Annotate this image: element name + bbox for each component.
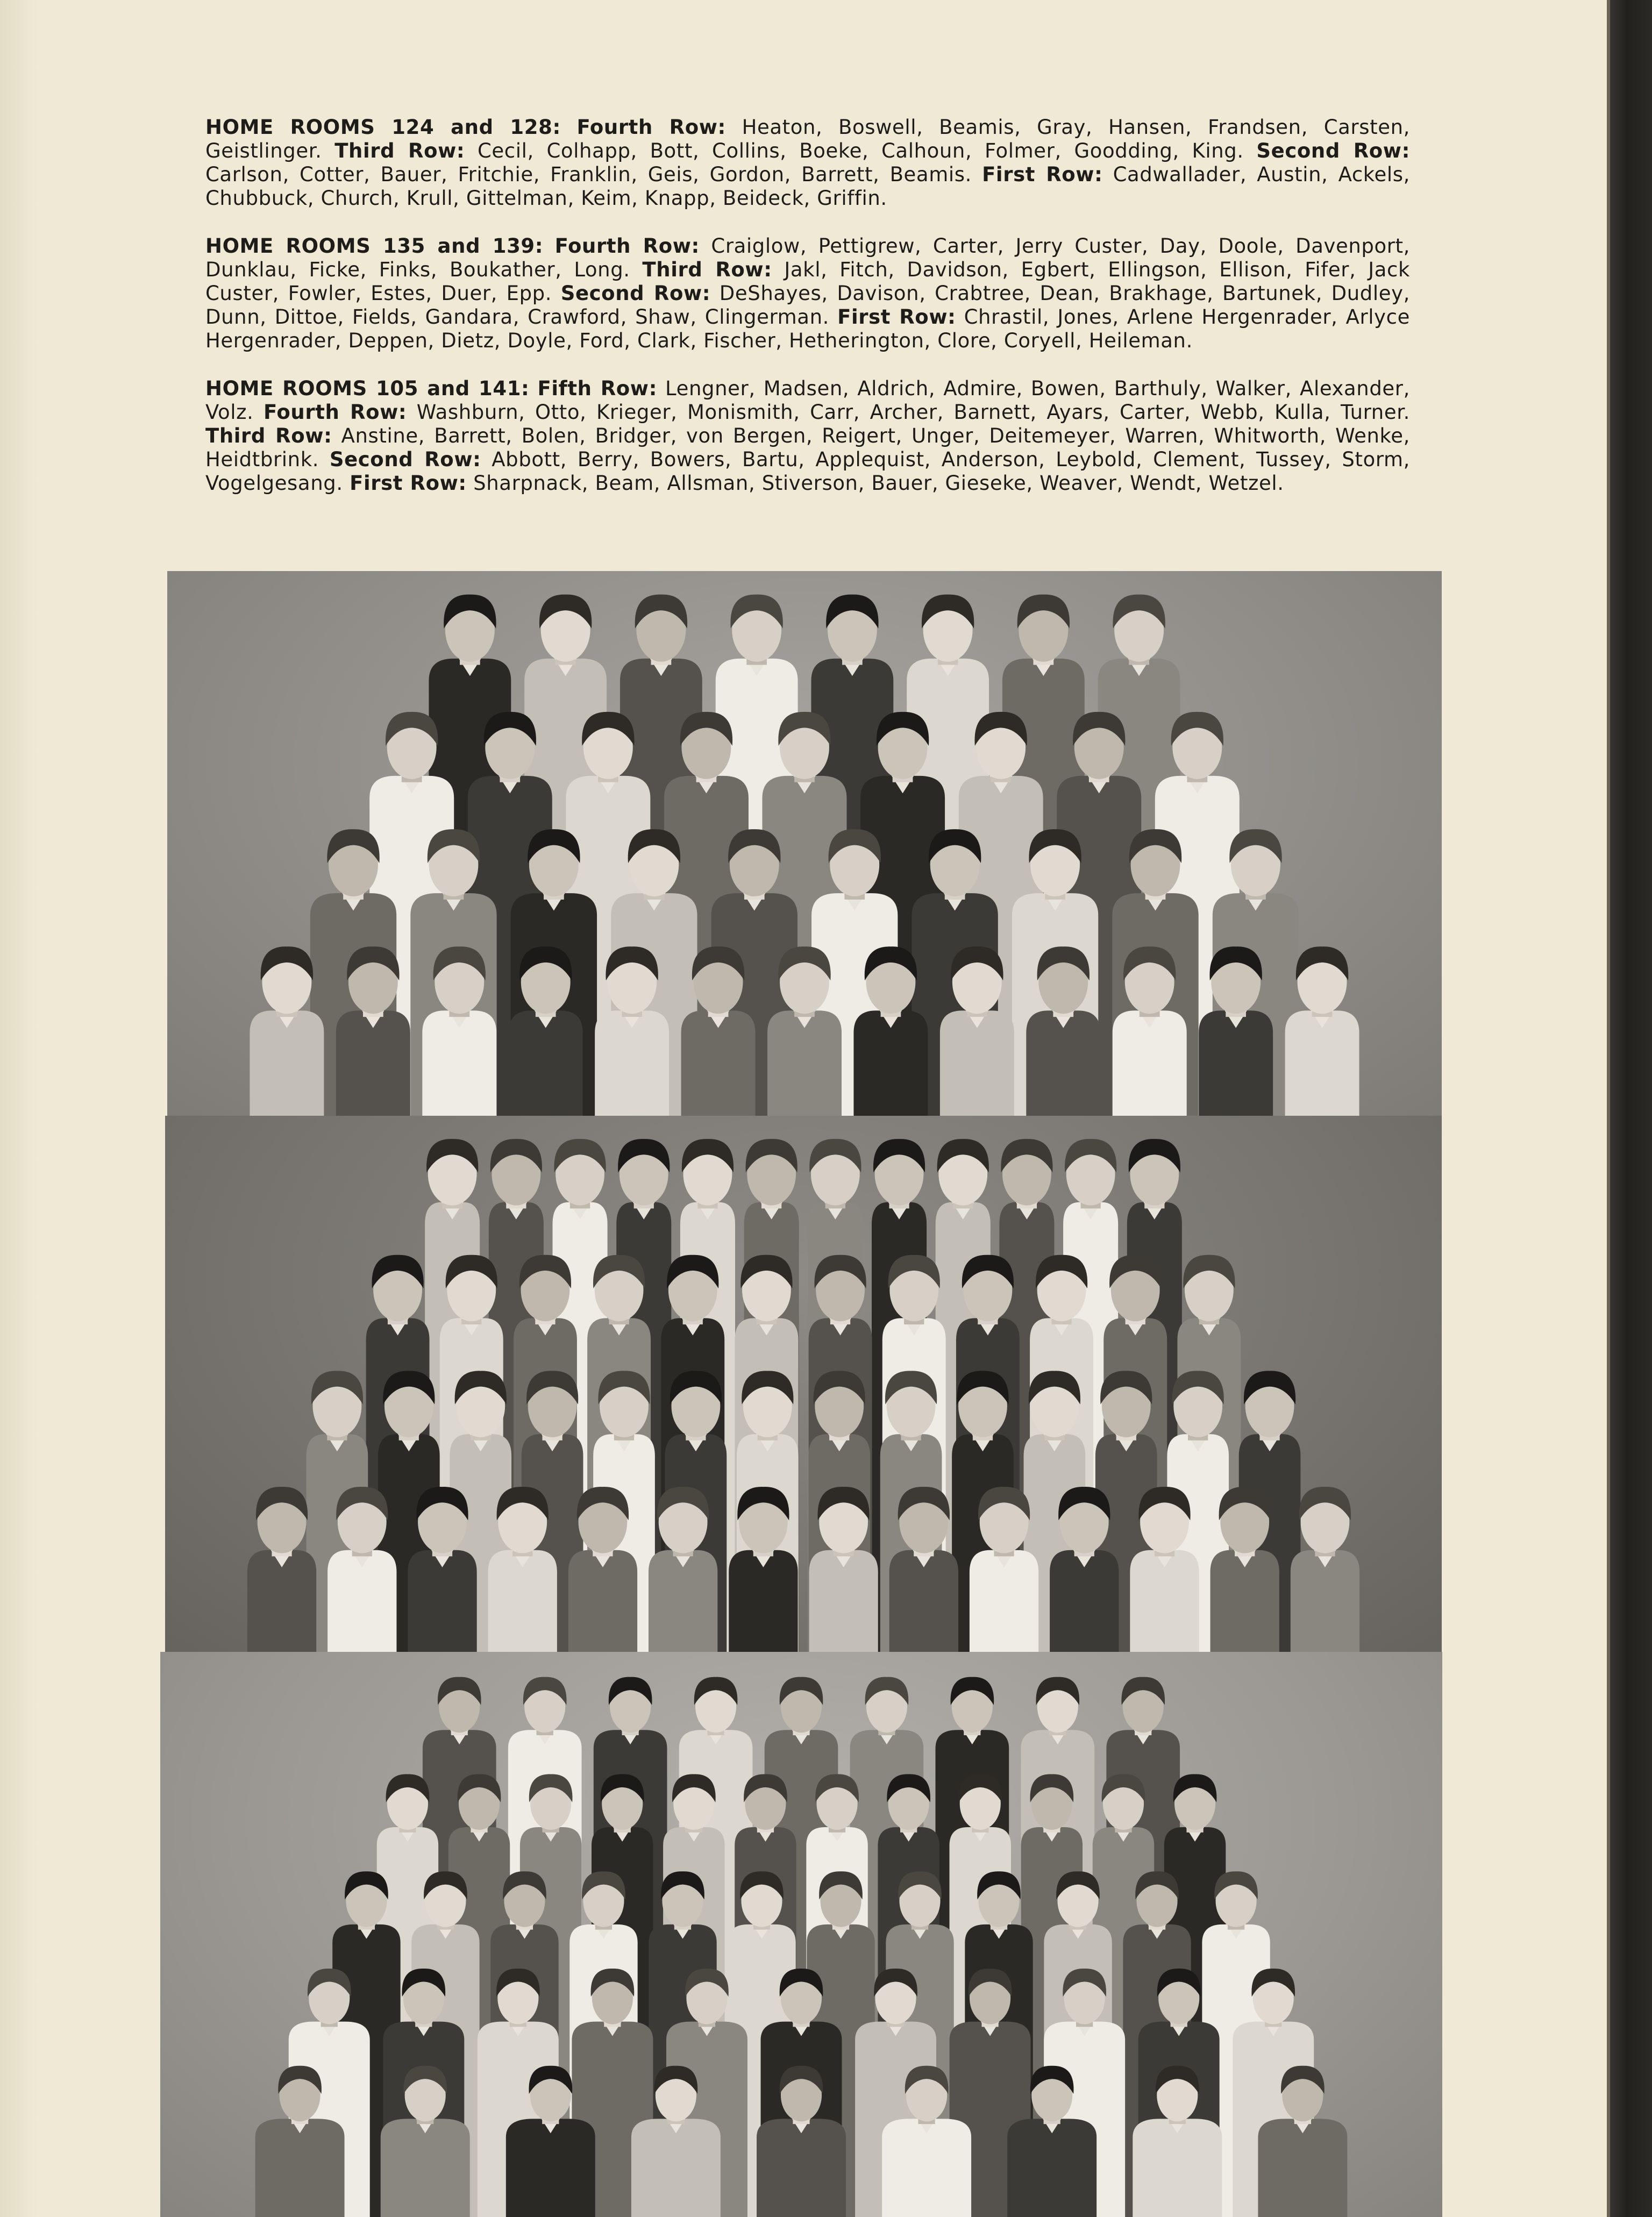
row-label: Fifth Row: <box>537 377 657 400</box>
caption-heading: HOME ROOMS 124 and 128: <box>205 116 561 139</box>
row-names: Lengner, Madsen, Aldrich, Admire, Bowen, Barthuly, Walker, Alexander, Volz. <box>205 377 1410 424</box>
group-photo-figures <box>160 1652 1442 2217</box>
student-figure <box>729 1487 797 1655</box>
student-figure <box>1210 1487 1279 1655</box>
student-figure <box>940 946 1014 1117</box>
group-photo-figures <box>165 1116 1442 1655</box>
student-figure <box>568 1487 637 1655</box>
row-label: Third Row: <box>642 258 772 281</box>
row-names: Anstine, Barrett, Bolen, Bridger, von Bergen, Reigert, Unger, Deitemeyer, Warren, Whitworth, Wenke, Heidtbrink. <box>205 424 1410 471</box>
row-names: Abbott, Berry, Bowers, Bartu, Applequist, Anderson, Leybold, Clement, Tussey, Storm, Vogelgesang. <box>205 448 1410 495</box>
caption-home-rooms-105-141 <box>205 377 1410 495</box>
student-figure <box>767 946 842 1117</box>
row-label: Second Row: <box>560 282 711 305</box>
row-names: DeShayes, Davison, Crabtree, Dean, Brakhage, Bartunek, Dudley, Dunn, Dittoe, Fields, Gandara, Crawford, Shaw, Clingerman. <box>205 282 1410 329</box>
student-figure <box>327 1487 396 1655</box>
student-figure <box>408 1487 476 1655</box>
student-figure <box>1291 1487 1359 1655</box>
student-figure <box>250 946 324 1117</box>
row-label: Fourth Row: <box>264 401 407 424</box>
student-figure <box>809 1487 878 1655</box>
row-label: Fourth Row: <box>554 234 700 258</box>
caption-heading: HOME ROOMS 135 and 139: <box>205 234 544 258</box>
row-label: Fourth Row: <box>576 116 726 139</box>
row-names: Washburn, Otto, Krieger, Monismith, Carr, Archer, Barnett, Ayars, Carter, Webb, Kulla, Turner. <box>416 401 1410 424</box>
page-edge <box>0 0 38 2217</box>
student-figure <box>247 1487 316 1655</box>
student-figure <box>1113 946 1187 1117</box>
student-figure <box>422 946 496 1117</box>
row-label: First Row: <box>982 163 1103 186</box>
student-figure <box>649 1487 717 1655</box>
row-names: Cecil, Colhapp, Bott, Collins, Boeke, Calhoun, Folmer, Goodding, King. <box>477 139 1244 162</box>
student-figure <box>509 946 583 1117</box>
row-names: Jakl, Fitch, Davidson, Egbert, Ellingson, Ellison, Fifer, Jack Custer, Fowler, Estes, Duer, Epp. <box>205 258 1410 305</box>
group-photo-figures <box>167 571 1442 1117</box>
student-figure <box>1130 1487 1199 1655</box>
row-names: Heaton, Boswell, Beamis, Gray, Hansen, Frandsen, Carsten, Geistlinger. <box>205 116 1410 162</box>
student-figure <box>1050 1487 1119 1655</box>
row-names: Chrastil, Jones, Arlene Hergenrader, Arlyce Hergenrader, Deppen, Dietz, Doyle, Ford, Clark, Fischer, Hetherington, Clore, Coryell, Heileman. <box>205 305 1410 352</box>
student-figure <box>488 1487 557 1655</box>
row-label: First Row: <box>837 305 956 329</box>
row-names: Sharpnack, Beam, Allsman, Stiverson, Bauer, Gieseke, Weaver, Wendt, Wetzel. <box>473 472 1284 495</box>
row-label: Third Row: <box>334 139 465 162</box>
row-label: Third Row: <box>205 424 332 447</box>
group-photo-105-141 <box>160 1652 1442 2217</box>
row-label: Second Row: <box>329 448 481 471</box>
student-figure <box>1199 946 1273 1117</box>
row-names: Carlson, Cotter, Bauer, Fritchie, Franklin, Geis, Gordon, Barrett, Beamis. <box>205 163 972 186</box>
student-figure <box>853 946 928 1117</box>
student-figure <box>970 1487 1038 1655</box>
row-names: Cadwallader, Austin, Ackels, Chubbuck, Church, Krull, Gittelman, Keim, Knapp, Beideck, Griffin. <box>205 163 1410 210</box>
row-label: Second Row: <box>1256 139 1410 162</box>
student-figure <box>681 946 756 1117</box>
caption-home-rooms-124-128 <box>205 116 1410 210</box>
row-names: Craiglow, Pettigrew, Carter, Jerry Custer, Day, Doole, Davenport, Dunklau, Ficke, Finks, Boukather, Long. <box>205 234 1410 281</box>
book-binding <box>1607 0 1652 2217</box>
row-label: First Row: <box>350 472 467 495</box>
student-figure <box>1026 946 1100 1117</box>
student-figure <box>336 946 410 1117</box>
group-photo-124-128 <box>167 571 1442 1117</box>
student-figure <box>889 1487 958 1655</box>
caption-area <box>205 96 1410 519</box>
group-photo-135-139 <box>165 1116 1442 1655</box>
student-figure <box>1285 946 1359 1117</box>
caption-heading: HOME ROOMS 105 and 141: <box>205 377 530 400</box>
student-figure <box>595 946 669 1117</box>
caption-home-rooms-135-139 <box>205 234 1410 353</box>
